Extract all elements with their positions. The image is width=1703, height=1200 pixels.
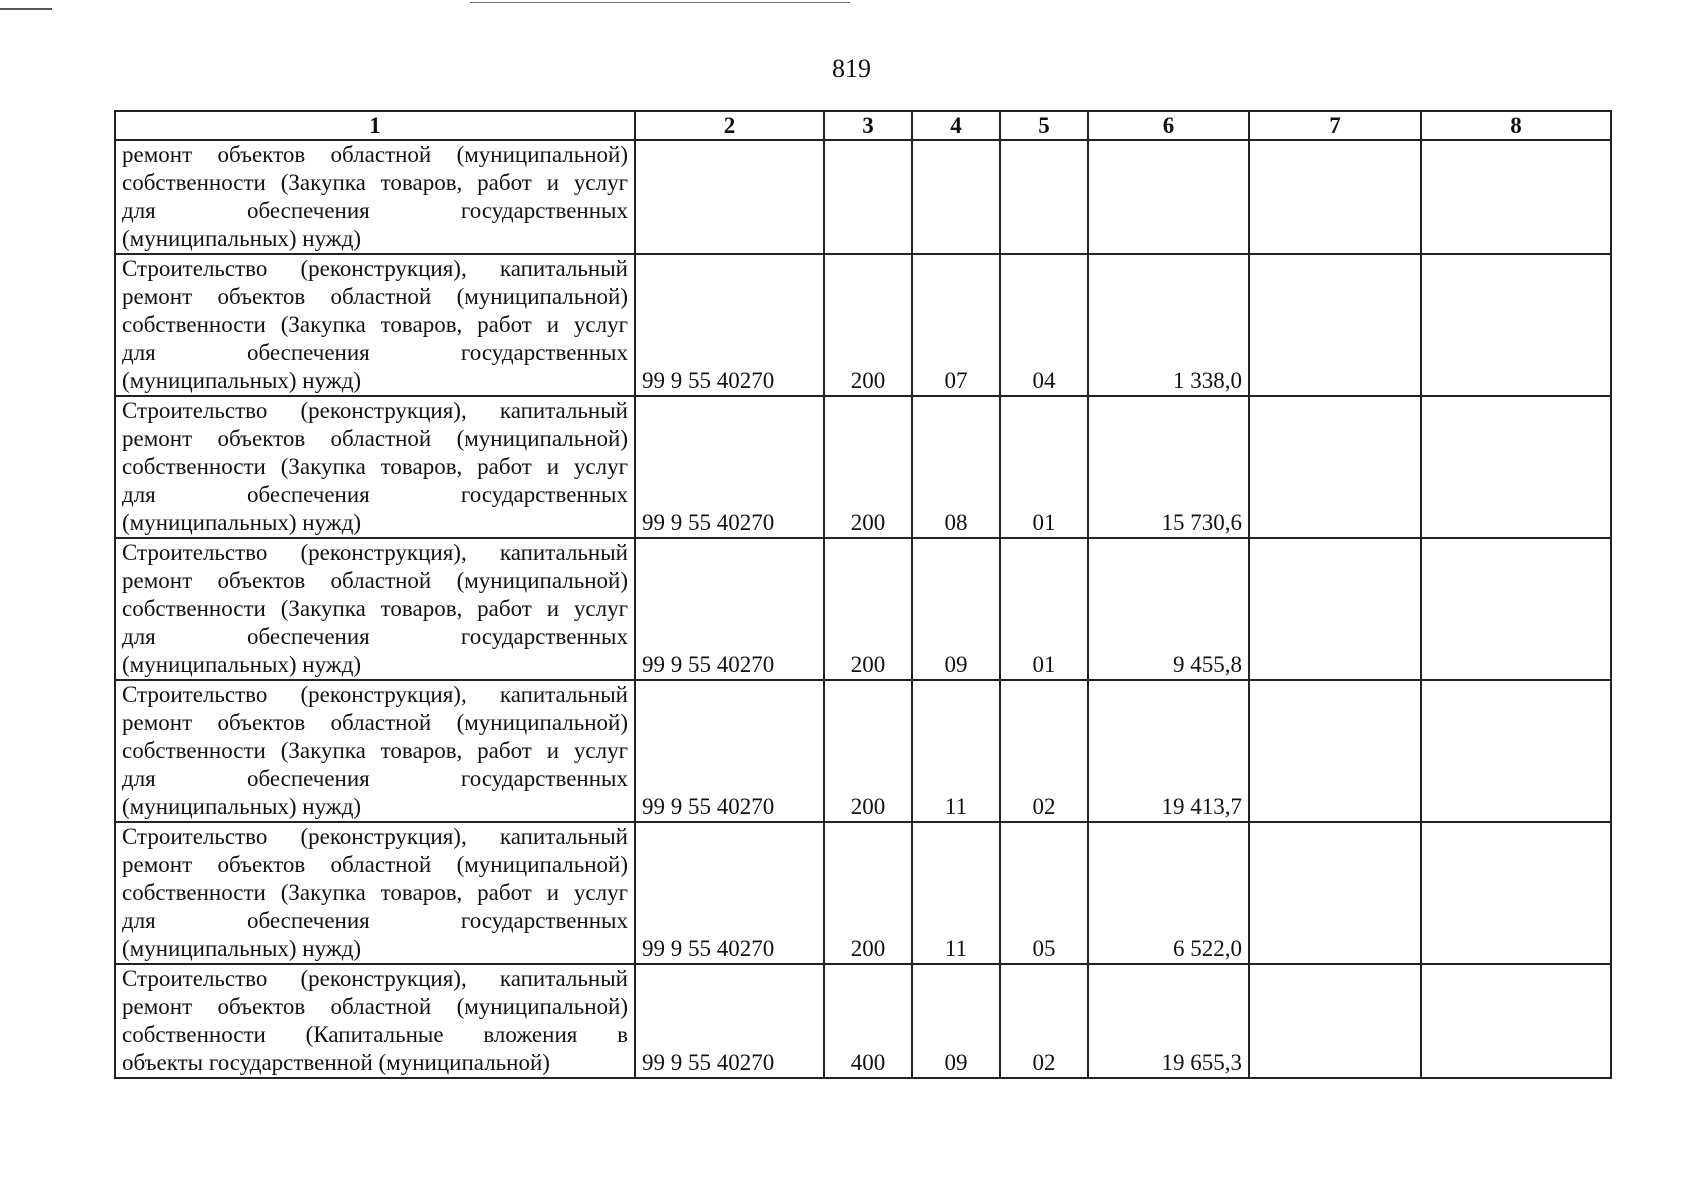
target-code-cell: 99 9 55 40270 [635, 822, 824, 964]
row-description [115, 964, 635, 1078]
column-7-cell [1249, 396, 1421, 538]
column-7-cell [1249, 964, 1421, 1078]
subsection-cell: 02 [1000, 964, 1088, 1078]
column-7-cell [1249, 538, 1421, 680]
section-cell: 09 [912, 964, 1000, 1078]
description-line: (муниципальных) нужд) [122, 652, 362, 677]
description-line: собственности (Закупка товаров, работ и услуг [122, 880, 628, 905]
row-description [115, 538, 635, 680]
column-8-cell [1421, 140, 1611, 254]
description-line: Строительство (реконструкция), капитальный [122, 682, 628, 707]
subsection-cell: 04 [1000, 254, 1088, 396]
table-row [115, 822, 1611, 964]
budget-table-container [114, 110, 1610, 1079]
amount-cell: 6 522,0 [1088, 822, 1249, 964]
description-line: Строительство (реконструкция), капитальный [122, 256, 628, 281]
subsection-cell: 01 [1000, 396, 1088, 538]
column-header: 1 [115, 111, 635, 140]
row-description [115, 396, 635, 538]
column-8-cell [1421, 680, 1611, 822]
header-row [115, 111, 1611, 140]
column-8-cell [1421, 396, 1611, 538]
target-code-cell: 99 9 55 40270 [635, 396, 824, 538]
expense-type-cell: 200 [824, 822, 912, 964]
description-line: Строительство (реконструкция), капитальный [122, 540, 628, 565]
column-8-cell [1421, 538, 1611, 680]
description-line: ремонт объектов областной (муниципальной) [122, 284, 628, 309]
scan-artifact-line [470, 2, 850, 3]
description-line: собственности (Закупка товаров, работ и услуг [122, 454, 628, 479]
row-description [115, 140, 635, 254]
description-line: для обеспечения государственных [122, 198, 628, 223]
section-cell: 08 [912, 396, 1000, 538]
table-row [115, 254, 1611, 396]
target-code-cell: 99 9 55 40270 [635, 680, 824, 822]
page-number: 819 [832, 54, 871, 83]
table-row [115, 140, 1611, 254]
amount-cell: 15 730,6 [1088, 396, 1249, 538]
table-row [115, 538, 1611, 680]
description-line: собственности (Закупка товаров, работ и услуг [122, 312, 628, 337]
subsection-cell: 02 [1000, 680, 1088, 822]
column-header: 3 [824, 111, 912, 140]
row-description [115, 822, 635, 964]
expense-type-cell: 200 [824, 538, 912, 680]
column-8-cell [1421, 964, 1611, 1078]
amount-cell [1088, 140, 1249, 254]
description-line: Строительство (реконструкция), капитальный [122, 824, 628, 849]
section-cell: 11 [912, 822, 1000, 964]
table-row [115, 680, 1611, 822]
row-description [115, 680, 635, 822]
description-line: ремонт объектов областной (муниципальной) [122, 852, 628, 877]
expense-type-cell: 200 [824, 396, 912, 538]
amount-cell: 9 455,8 [1088, 538, 1249, 680]
table-row [115, 964, 1611, 1078]
description-line: ремонт объектов областной (муниципальной) [122, 568, 628, 593]
column-7-cell [1249, 822, 1421, 964]
description-line: для обеспечения государственных [122, 482, 628, 507]
description-line: (муниципальных) нужд) [122, 368, 362, 393]
column-header: 7 [1249, 111, 1421, 140]
column-8-cell [1421, 254, 1611, 396]
description-line: собственности (Закупка товаров, работ и услуг [122, 170, 628, 195]
description-line: собственности (Закупка товаров, работ и услуг [122, 738, 628, 763]
expense-type-cell: 200 [824, 254, 912, 396]
description-line: для обеспечения государственных [122, 908, 628, 933]
description-line: для обеспечения государственных [122, 340, 628, 365]
description-line: (муниципальных) нужд) [122, 936, 362, 961]
column-header: 2 [635, 111, 824, 140]
description-line: объекты государственной (муниципальной) [122, 1050, 550, 1075]
section-cell: 11 [912, 680, 1000, 822]
column-header: 8 [1421, 111, 1611, 140]
expense-type-cell: 200 [824, 680, 912, 822]
column-8-cell [1421, 822, 1611, 964]
row-description [115, 254, 635, 396]
description-line: собственности (Закупка товаров, работ и услуг [122, 596, 628, 621]
description-line: (муниципальных) нужд) [122, 794, 362, 819]
target-code-cell: 99 9 55 40270 [635, 964, 824, 1078]
column-header: 4 [912, 111, 1000, 140]
subsection-cell: 05 [1000, 822, 1088, 964]
column-header: 6 [1088, 111, 1249, 140]
table-body [115, 140, 1611, 1078]
section-cell: 09 [912, 538, 1000, 680]
description-line: ремонт объектов областной (муниципальной) [122, 142, 628, 167]
column-7-cell [1249, 140, 1421, 254]
description-line: ремонт объектов областной (муниципальной) [122, 994, 628, 1019]
description-line: для обеспечения государственных [122, 766, 628, 791]
amount-cell: 19 655,3 [1088, 964, 1249, 1078]
column-7-cell [1249, 680, 1421, 822]
target-code-cell [635, 140, 824, 254]
target-code-cell: 99 9 55 40270 [635, 254, 824, 396]
description-line: собственности (Капитальные вложения в [122, 1022, 628, 1047]
description-line: для обеспечения государственных [122, 624, 628, 649]
subsection-cell [1000, 140, 1088, 254]
description-line: (муниципальных) нужд) [122, 510, 362, 535]
description-line: ремонт объектов областной (муниципальной) [122, 426, 628, 451]
column-header: 5 [1000, 111, 1088, 140]
subsection-cell: 01 [1000, 538, 1088, 680]
description-line: (муниципальных) нужд) [122, 226, 362, 251]
amount-cell: 19 413,7 [1088, 680, 1249, 822]
scan-artifact-line [0, 8, 52, 10]
expense-type-cell [824, 140, 912, 254]
section-cell [912, 140, 1000, 254]
description-line: Строительство (реконструкция), капитальный [122, 398, 628, 423]
column-7-cell [1249, 254, 1421, 396]
budget-table [114, 110, 1612, 1079]
table-row [115, 396, 1611, 538]
description-line: ремонт объектов областной (муниципальной) [122, 710, 628, 735]
amount-cell: 1 338,0 [1088, 254, 1249, 396]
description-line: Строительство (реконструкция), капитальный [122, 966, 628, 991]
target-code-cell: 99 9 55 40270 [635, 538, 824, 680]
expense-type-cell: 400 [824, 964, 912, 1078]
section-cell: 07 [912, 254, 1000, 396]
